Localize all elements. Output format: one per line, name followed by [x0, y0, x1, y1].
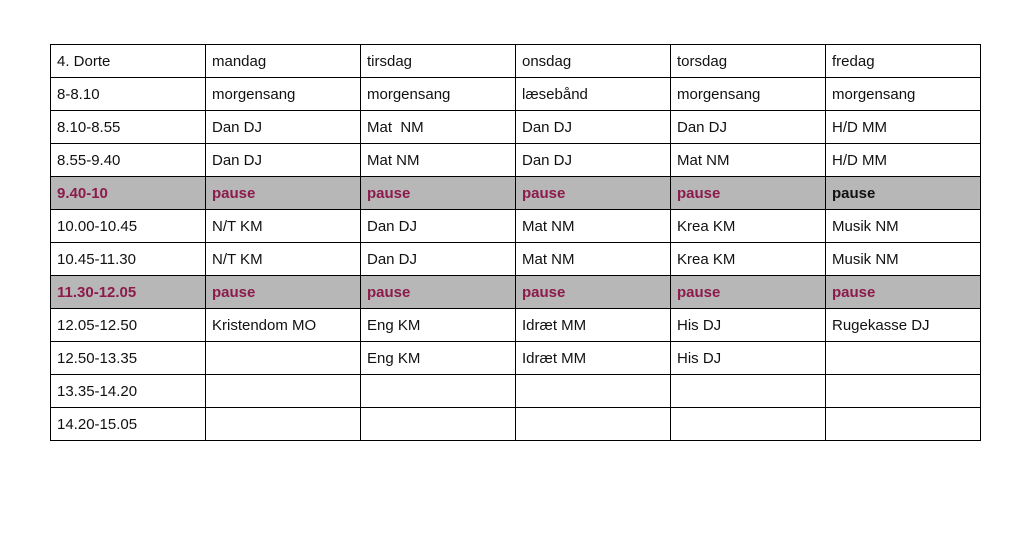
lesson-cell-tuesday: Dan DJ — [361, 210, 516, 243]
lesson-cell-friday: Musik NM — [826, 210, 981, 243]
lesson-cell-wednesday: Mat NM — [516, 243, 671, 276]
lesson-cell-thursday — [671, 375, 826, 408]
lesson-cell-thursday: His DJ — [671, 342, 826, 375]
break-row — [51, 276, 981, 309]
lesson-row — [51, 210, 981, 243]
schedule-body — [51, 45, 981, 441]
time-slot-cell: 11.30-12.05 — [51, 276, 206, 309]
lesson-cell-wednesday: læsebånd — [516, 78, 671, 111]
lesson-cell-wednesday: Mat NM — [516, 210, 671, 243]
time-slot-cell: 12.05-12.50 — [51, 309, 206, 342]
lesson-row — [51, 243, 981, 276]
lesson-cell-tuesday: Mat NM — [361, 111, 516, 144]
lesson-cell-monday: Dan DJ — [206, 144, 361, 177]
lesson-cell-wednesday — [516, 408, 671, 441]
time-slot-cell: 9.40-10 — [51, 177, 206, 210]
lesson-cell-wednesday: Idræt MM — [516, 309, 671, 342]
time-slot-cell: 10.45-11.30 — [51, 243, 206, 276]
day-header-thursday: torsdag — [671, 45, 826, 78]
day-header-wednesday: onsdag — [516, 45, 671, 78]
lesson-cell-thursday — [671, 408, 826, 441]
lesson-cell-friday: H/D MM — [826, 111, 981, 144]
lesson-cell-friday: morgensang — [826, 78, 981, 111]
lesson-cell-monday: N/T KM — [206, 210, 361, 243]
day-header-friday: fredag — [826, 45, 981, 78]
lesson-cell-monday: pause — [206, 177, 361, 210]
lesson-cell-tuesday: Eng KM — [361, 342, 516, 375]
lesson-cell-monday: N/T KM — [206, 243, 361, 276]
lesson-cell-thursday: pause — [671, 276, 826, 309]
lesson-cell-thursday: Krea KM — [671, 243, 826, 276]
lesson-row — [51, 144, 981, 177]
lesson-cell-friday: Rugekasse DJ — [826, 309, 981, 342]
lesson-cell-tuesday — [361, 375, 516, 408]
lesson-cell-tuesday: pause — [361, 276, 516, 309]
time-slot-cell: 12.50-13.35 — [51, 342, 206, 375]
lesson-cell-monday: pause — [206, 276, 361, 309]
lesson-cell-monday: morgensang — [206, 78, 361, 111]
lesson-cell-friday — [826, 408, 981, 441]
lesson-cell-thursday: pause — [671, 177, 826, 210]
lesson-cell-friday — [826, 375, 981, 408]
lesson-cell-friday: pause — [826, 276, 981, 309]
time-slot-cell: 8.10-8.55 — [51, 111, 206, 144]
lesson-cell-monday: Dan DJ — [206, 111, 361, 144]
lesson-cell-thursday: Mat NM — [671, 144, 826, 177]
lesson-cell-tuesday: Dan DJ — [361, 243, 516, 276]
header-row — [51, 45, 981, 78]
lesson-cell-wednesday: Idræt MM — [516, 342, 671, 375]
lesson-cell-wednesday: pause — [516, 276, 671, 309]
break-row — [51, 177, 981, 210]
lesson-cell-monday: Kristendom MO — [206, 309, 361, 342]
schedule-table — [50, 44, 981, 441]
lesson-row — [51, 309, 981, 342]
lesson-row — [51, 78, 981, 111]
lesson-cell-thursday: morgensang — [671, 78, 826, 111]
day-header-monday: mandag — [206, 45, 361, 78]
lesson-cell-thursday: Krea KM — [671, 210, 826, 243]
time-slot-cell: 8.55-9.40 — [51, 144, 206, 177]
lesson-row — [51, 408, 981, 441]
lesson-cell-tuesday: pause — [361, 177, 516, 210]
lesson-cell-friday: H/D MM — [826, 144, 981, 177]
lesson-cell-tuesday: Eng KM — [361, 309, 516, 342]
time-slot-cell: 13.35-14.20 — [51, 375, 206, 408]
lesson-cell-friday — [826, 342, 981, 375]
lesson-cell-monday — [206, 408, 361, 441]
lesson-cell-thursday: His DJ — [671, 309, 826, 342]
time-slot-cell: 8-8.10 — [51, 78, 206, 111]
lesson-cell-tuesday: morgensang — [361, 78, 516, 111]
lesson-cell-friday: pause — [826, 177, 981, 210]
lesson-row — [51, 375, 981, 408]
day-header-tuesday: tirsdag — [361, 45, 516, 78]
lesson-cell-monday — [206, 342, 361, 375]
time-slot-cell: 14.20-15.05 — [51, 408, 206, 441]
lesson-cell-tuesday: Mat NM — [361, 144, 516, 177]
lesson-row — [51, 111, 981, 144]
lesson-row — [51, 342, 981, 375]
class-teacher-cell: 4. Dorte — [51, 45, 206, 78]
lesson-cell-wednesday: Dan DJ — [516, 144, 671, 177]
lesson-cell-wednesday: Dan DJ — [516, 111, 671, 144]
lesson-cell-monday — [206, 375, 361, 408]
lesson-cell-wednesday: pause — [516, 177, 671, 210]
lesson-cell-thursday: Dan DJ — [671, 111, 826, 144]
lesson-cell-friday: Musik NM — [826, 243, 981, 276]
lesson-cell-wednesday — [516, 375, 671, 408]
time-slot-cell: 10.00-10.45 — [51, 210, 206, 243]
lesson-cell-tuesday — [361, 408, 516, 441]
